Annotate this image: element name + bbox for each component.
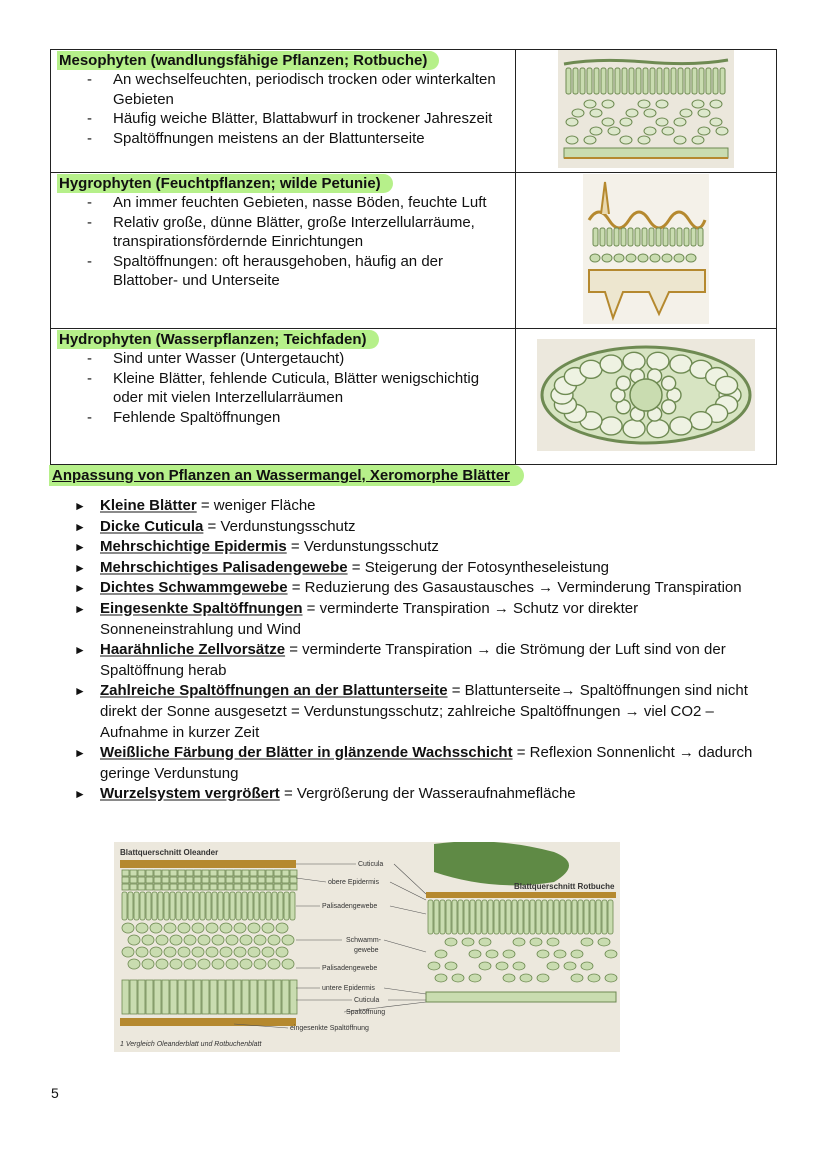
list-item: ► Kleine Blätter = weniger Fläche <box>74 496 774 517</box>
section-title: Anpassung von Pflanzen an Wassermangel, Xeromorphe Blätter <box>49 465 524 486</box>
figure-title-right: Blattquerschnitt Rotbuche <box>514 882 615 891</box>
hygrophyten-list <box>57 193 509 291</box>
leaf-cross-section-petunia-image <box>583 174 709 324</box>
list-item: ► Dichtes Schwammgewebe = Reduzierung des Gasaustausches → Verminderung Transpiration <box>74 578 774 599</box>
hygrophyten-cell <box>51 173 516 329</box>
adaptation-list <box>74 496 774 805</box>
mesophyten-list <box>57 70 509 148</box>
list-item: ► Dicke Cuticula = Verdunstungsschutz <box>74 517 774 538</box>
list-item: - An immer feuchten Gebieten, nasse Böden, feuchte Luft <box>87 193 509 213</box>
list-item: ► Wurzelsystem vergrößert = Vergrößerung der Wasseraufnahmefläche <box>74 784 774 805</box>
leaf-comparison-diagram <box>114 842 620 1052</box>
label-obere-epidermis: obere Epidermis <box>328 879 379 886</box>
label-schwammgewebe-1: Schwamm- <box>346 937 382 944</box>
hydrophyten-cell <box>51 329 516 465</box>
list-item: - Häufig weiche Blätter, Blattabwurf in trockener Jahreszeit <box>87 109 509 129</box>
mesophyten-cell <box>51 50 516 173</box>
label-untere-epidermis: untere Epidermis <box>322 985 375 992</box>
leaf-cross-section-beech-image <box>558 50 734 168</box>
hydrophyten-list <box>57 349 509 427</box>
label-spaltoeffnung: Spaltöffnung <box>346 1009 386 1016</box>
leaf-cross-section-pondweed-image <box>537 339 755 451</box>
mesophyten-image-cell <box>516 50 777 173</box>
list-item: ► Haarähnliche Zellvorsätze = verminderte Transpiration → die Strömung der Luft sind von der Spaltöffnung herab <box>74 640 774 681</box>
list-item: - Fehlende Spaltöffnungen <box>87 408 509 428</box>
list-item: ► Zahlreiche Spaltöffnungen an der Blattunterseite = Blattunterseite→ Spaltöffnungen sind nicht direkt der Sonne ausgesetzt = Verdunstungsschutz; zahlreiche Spaltöffnungen → viel CO2 – Aufnahme in kurzer Zeit <box>74 681 774 743</box>
list-item: - Relativ große, dünne Blätter, große Interzellularräume, transpirationsfördernde Einrichtungen <box>87 213 509 252</box>
label-palisadengewebe-lower: Palisadengewebe <box>322 965 378 972</box>
list-item: - Kleine Blätter, fehlende Cuticula, Blätter wenigschichtig oder mit vielen Interzellularräumen <box>87 369 509 408</box>
leaf-comparison-figure <box>114 842 620 1052</box>
label-schwammgewebe-2: gewebe <box>354 947 379 954</box>
table-row-hygrophyten <box>51 173 777 329</box>
label-palisadengewebe: Palisadengewebe <box>322 903 378 910</box>
table-row-hydrophyten <box>51 329 777 465</box>
mesophyten-title: Mesophyten (wandlungsfähige Pflanzen; Rotbuche) <box>57 51 439 70</box>
label-eingesenkte-spaltoeffnung: eingesenkte Spaltöffnung <box>290 1025 369 1032</box>
list-item: - Spaltöffnungen: oft herausgehoben, häufig an der Blattober- und Unterseite <box>87 252 509 291</box>
hydrophyten-title: Hydrophyten (Wasserpflanzen; Teichfaden) <box>57 330 379 349</box>
label-cuticula: Cuticula <box>358 861 384 868</box>
hygrophyten-title: Hygrophyten (Feuchtpflanzen; wilde Petunie) <box>57 174 393 193</box>
list-item: - Spaltöffnungen meistens an der Blattunterseite <box>87 129 509 149</box>
plant-types-table <box>50 49 777 465</box>
table-row-mesophyten <box>51 50 777 173</box>
list-item: ► Mehrschichtiges Palisadengewebe = Steigerung der Fotosyntheseleistung <box>74 558 774 579</box>
list-item: - Sind unter Wasser (Untergetaucht) <box>87 349 509 369</box>
label-cuticula-lower: Cuticula <box>354 997 380 1004</box>
list-item: ► Mehrschichtige Epidermis = Verdunstungsschutz <box>74 537 774 558</box>
list-item: - An wechselfeuchten, periodisch trocken oder winterkalten Gebieten <box>87 70 509 109</box>
figure-title-left: Blattquerschnitt Oleander <box>120 848 219 857</box>
hydrophyten-image-cell <box>516 329 777 465</box>
hygrophyten-image-cell <box>516 173 777 329</box>
figure-caption: 1 Vergleich Oleanderblatt und Rotbuchenblatt <box>120 1041 262 1048</box>
list-item: ► Weißliche Färbung der Blätter in glänzende Wachsschicht = Reflexion Sonnenlicht → dadurch geringe Verdunstung <box>74 743 774 784</box>
list-item: ► Eingesenkte Spaltöffnungen = verminderte Transpiration → Schutz vor direkter Sonneneinstrahlung und Wind <box>74 599 774 640</box>
page-number: 5 <box>51 1085 59 1101</box>
